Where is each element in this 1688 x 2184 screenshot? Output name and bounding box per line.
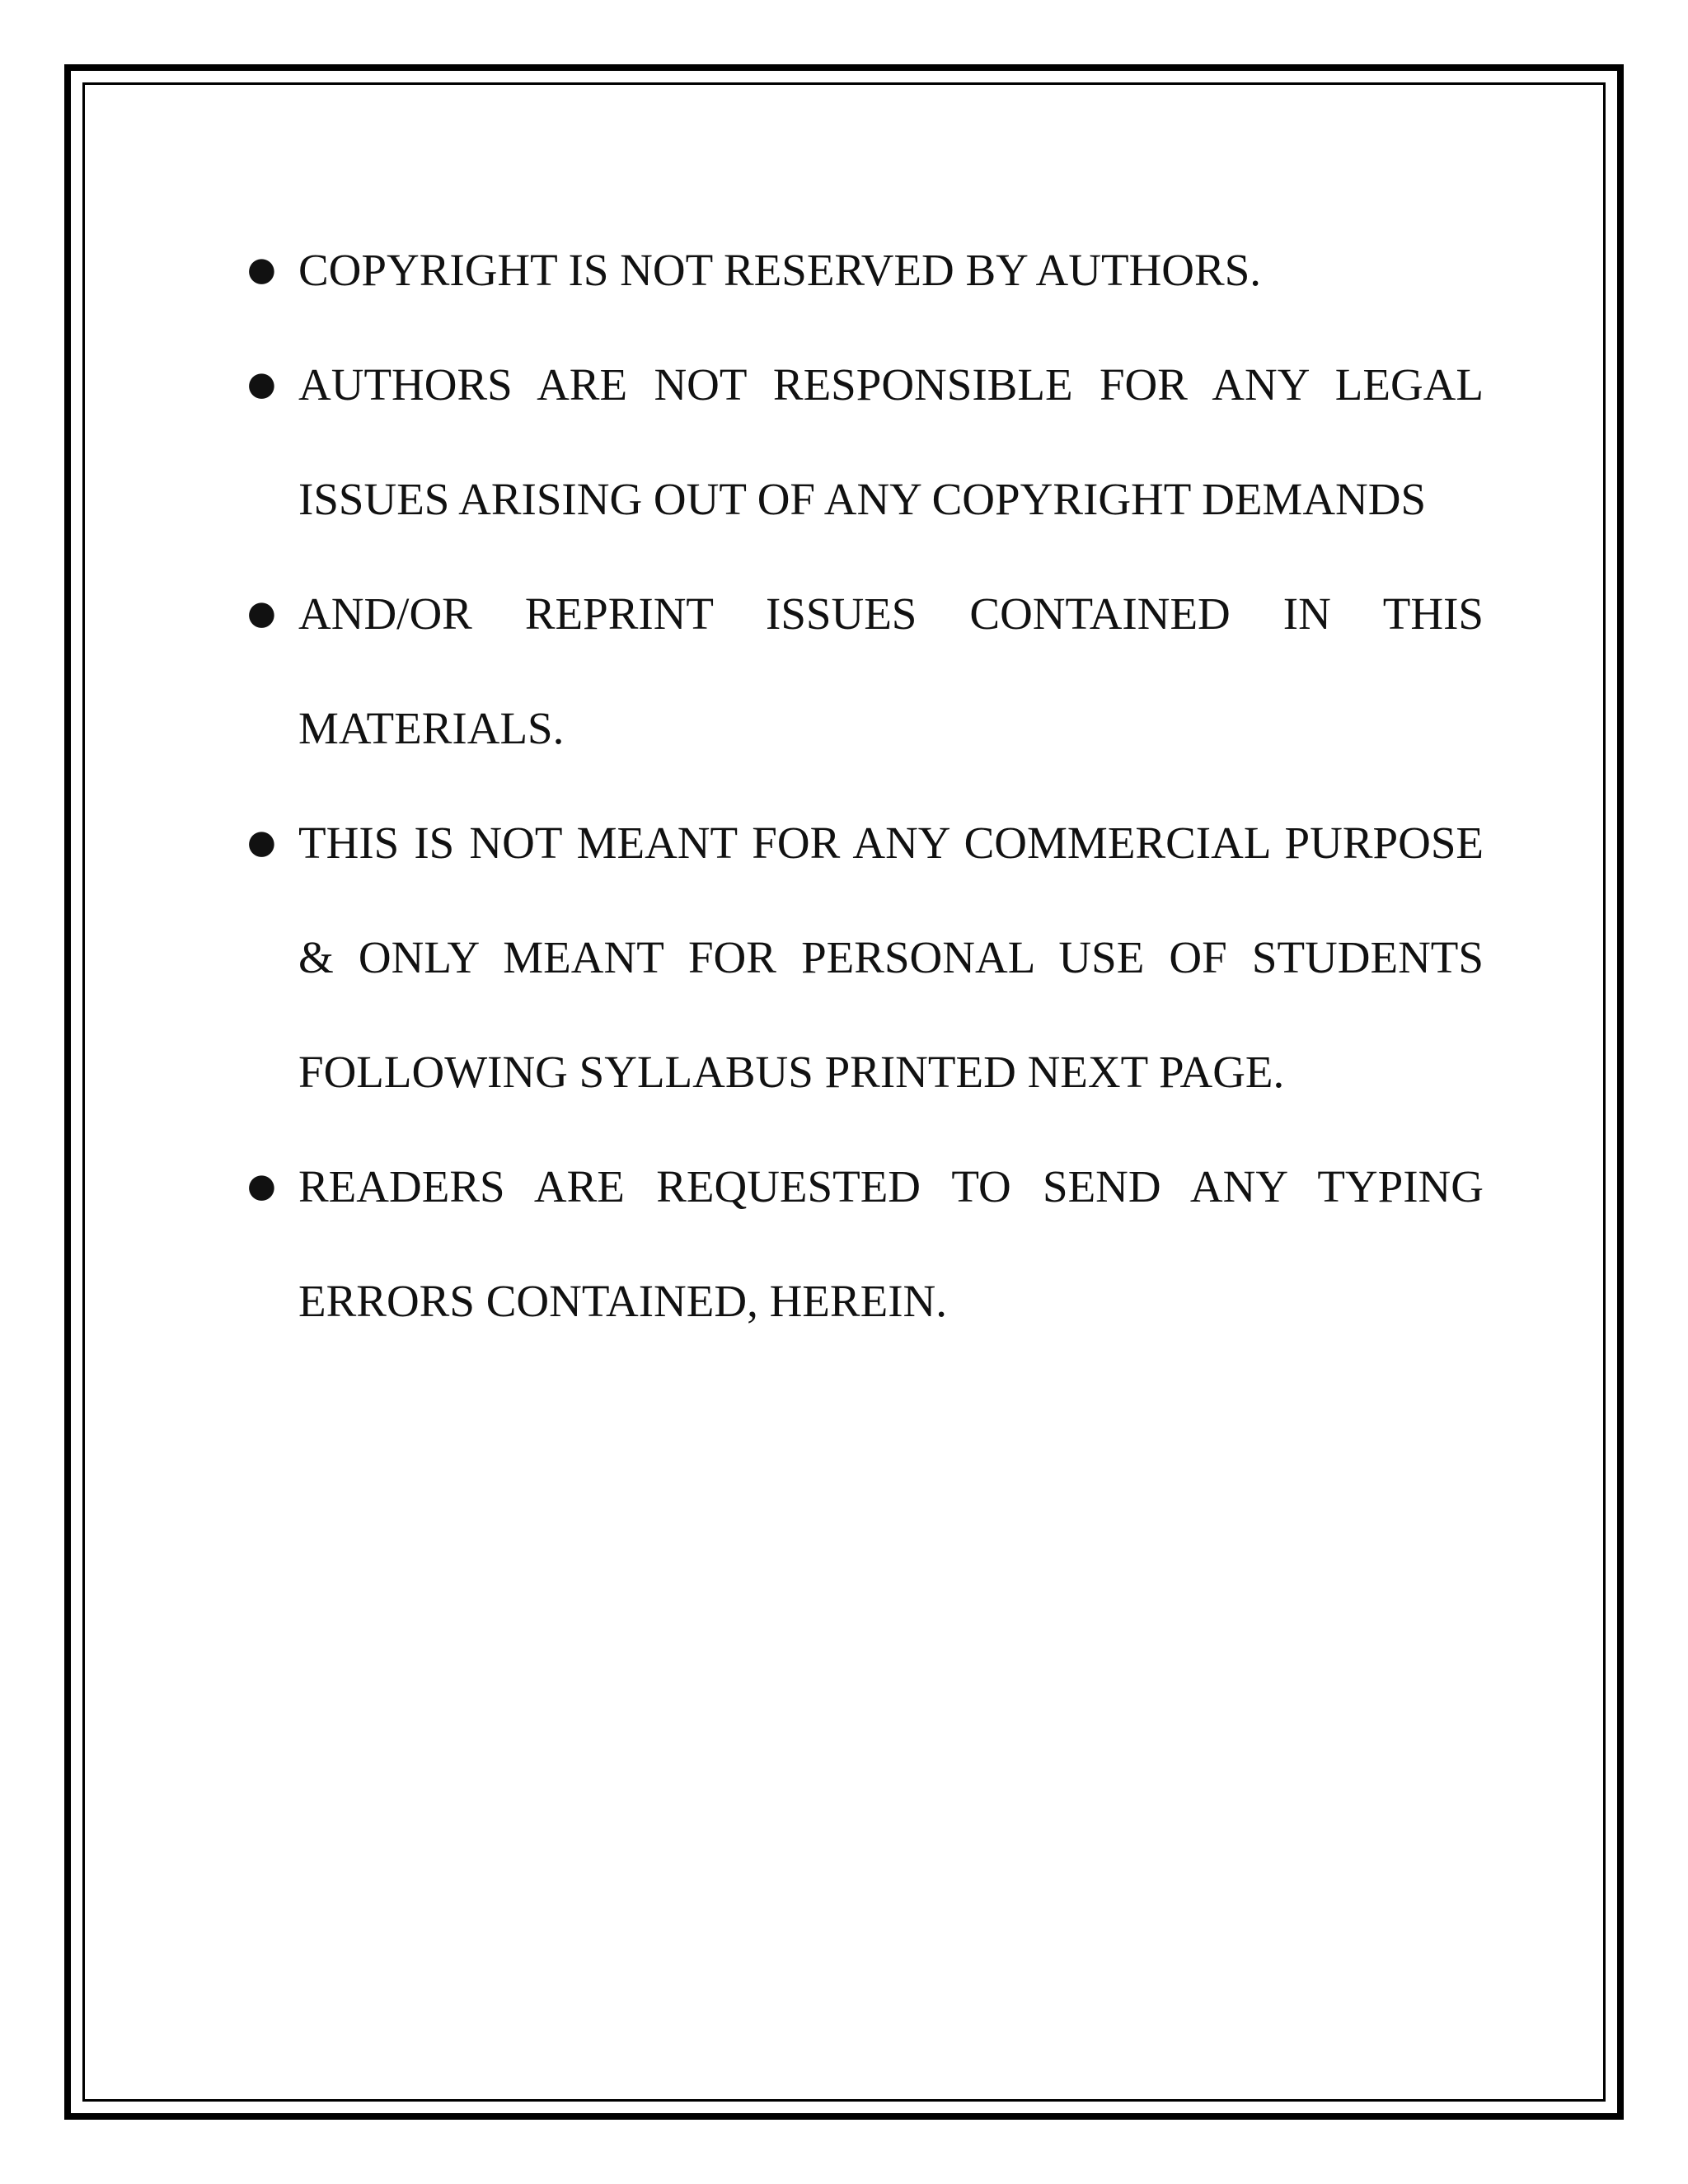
bullet-dot-icon: ● bbox=[247, 251, 276, 288]
bullet-dot-icon: ● bbox=[247, 594, 276, 632]
notice-text: COPYRIGHT IS NOT RESERVED BY AUTHORS. bbox=[298, 245, 1262, 295]
notice-item-errors bbox=[247, 1129, 1484, 1358]
notice-item-responsibility bbox=[247, 327, 1484, 556]
notice-item-reprint bbox=[247, 556, 1484, 785]
bullet-dot-icon: ● bbox=[247, 823, 276, 861]
notice-text: READERS ARE REQUESTED TO SEND ANY TYPING ERRORS CONTAINED, HEREIN. bbox=[298, 1161, 1484, 1326]
notice-item-copyright bbox=[247, 213, 1484, 327]
notice-list bbox=[247, 213, 1484, 1358]
bullet-dot-icon: ● bbox=[247, 1167, 276, 1205]
notice-text: THIS IS NOT MEANT FOR ANY COMMERCIAL PURPOSE & ONLY MEANT FOR PERSONAL USE OF STUDENTS FOLLOWING SYLLABUS PRINTED NEXT PAGE. bbox=[298, 818, 1484, 1097]
notice-text: AND/OR REPRINT ISSUES CONTAINED IN THIS MATERIALS. bbox=[298, 588, 1484, 753]
notice-text: AUTHORS ARE NOT RESPONSIBLE FOR ANY LEGAL ISSUES ARISING OUT OF ANY COPYRIGHT DEMANDS bbox=[298, 359, 1484, 524]
bullet-dot-icon: ● bbox=[247, 365, 276, 403]
notice-item-purpose bbox=[247, 785, 1484, 1129]
